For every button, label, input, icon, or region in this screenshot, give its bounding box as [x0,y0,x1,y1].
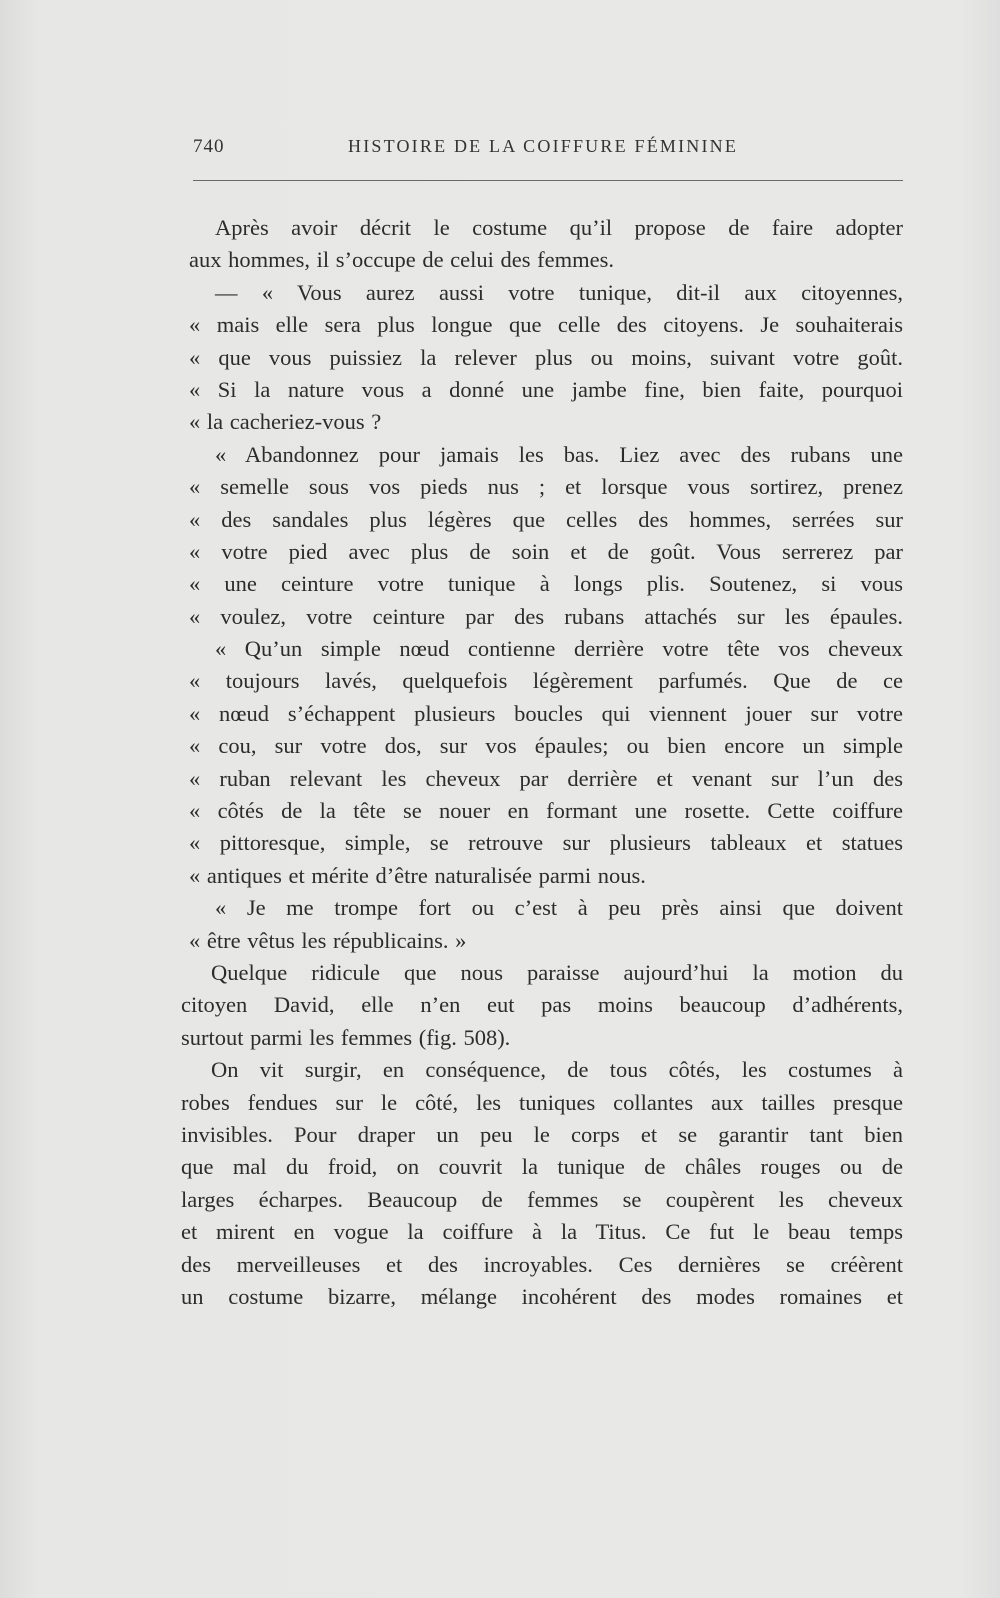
header-rule [193,180,903,181]
text-line: « pittoresque, simple, se retrouve sur plusieurs tableaux et statues [189,830,903,856]
text-line: « être vêtus les républicains. » [189,927,467,953]
text-line: « antiques et mérite d’être naturalisée parmi nous. [189,862,646,888]
page-header [193,132,903,164]
text-line: « semelle sous vos pieds nus ; et lorsque vous sortirez, prenez [189,474,903,500]
text-line: « Qu’un simple nœud contienne derrière votre tête vos cheveux [215,636,903,662]
text-line: « une ceinture votre tunique à longs plis. Soutenez, si vous [189,571,903,597]
text-line: « votre pied avec plus de soin et de goût. Vous serrerez par [189,538,903,564]
text-line: « voulez, votre ceinture par des rubans attachés sur les épaules. [189,603,903,629]
text-line: « mais elle sera plus longue que celle des citoyens. Je souhaiterais [189,312,903,338]
text-line: citoyen David, elle n’en eut pas moins beaucoup d’adhérents, [181,992,903,1018]
text-line: larges écharpes. Beaucoup de femmes se coupèrent les cheveux [181,1186,903,1212]
text-line: Après avoir décrit le costume qu’il propose de faire adopter [215,215,903,240]
text-line: On vit surgir, en conséquence, de tous côtés, les costumes à [211,1057,903,1083]
text-line: invisibles. Pour draper un peu le corps et se garantir tant bien [181,1121,903,1147]
text-line: que mal du froid, on couvrit la tunique de châles rouges ou de [181,1154,903,1180]
text-line: « des sandales plus légères que celles des hommes, serrées sur [189,506,903,532]
text-line: « Abandonnez pour jamais les bas. Liez avec des rubans une [215,441,903,467]
text-line: Quelque ridicule que nous paraisse aujourd’hui la motion du [211,959,903,985]
body-text [181,212,903,1313]
text-line: « nœud s’échappent plusieurs boucles qui viennent jouer sur votre [189,700,903,726]
text-line: « côtés de la tête se nouer en formant une rosette. Cette coiffure [189,798,903,824]
text-line: « Si la nature vous a donné une jambe fine, bien faite, pourquoi [189,376,903,402]
text-line: « cou, sur votre dos, sur vos épaules; ou bien encore un simple [189,733,903,759]
text-line: robes fendues sur le côté, les tuniques collantes aux tailles presque [181,1089,903,1115]
text-line: surtout parmi les femmes (fig. 508). [181,1024,511,1050]
running-title: HISTOIRE DE LA COIFFURE FÉMININE [348,136,739,156]
text-line: un costume bizarre, mélange incohérent des modes romaines et [181,1283,903,1309]
text-line: des merveilleuses et des incroyables. Ces dernières se créèrent [181,1251,903,1277]
text-line: aux hommes, il s’occupe de celui des femmes. [189,247,614,273]
text-line: — « Vous aurez aussi votre tunique, dit-il aux citoyennes, [215,279,903,305]
text-line: « toujours lavés, quelquefois légèrement parfumés. Que de ce [189,668,903,694]
text-line: « que vous puissiez la relever plus ou moins, suivant votre goût. [189,344,903,370]
page-number: 740 [193,136,225,157]
text-line: et mirent en vogue la coiffure à la Titus. Ce fut le beau temps [181,1219,903,1245]
text-line: « la cacheriez-vous ? [189,409,382,435]
text-line: « Je me trompe fort ou c’est à peu près ainsi que doivent [215,895,903,921]
text-line: « ruban relevant les cheveux par derrière et venant sur l’un des [189,765,903,791]
